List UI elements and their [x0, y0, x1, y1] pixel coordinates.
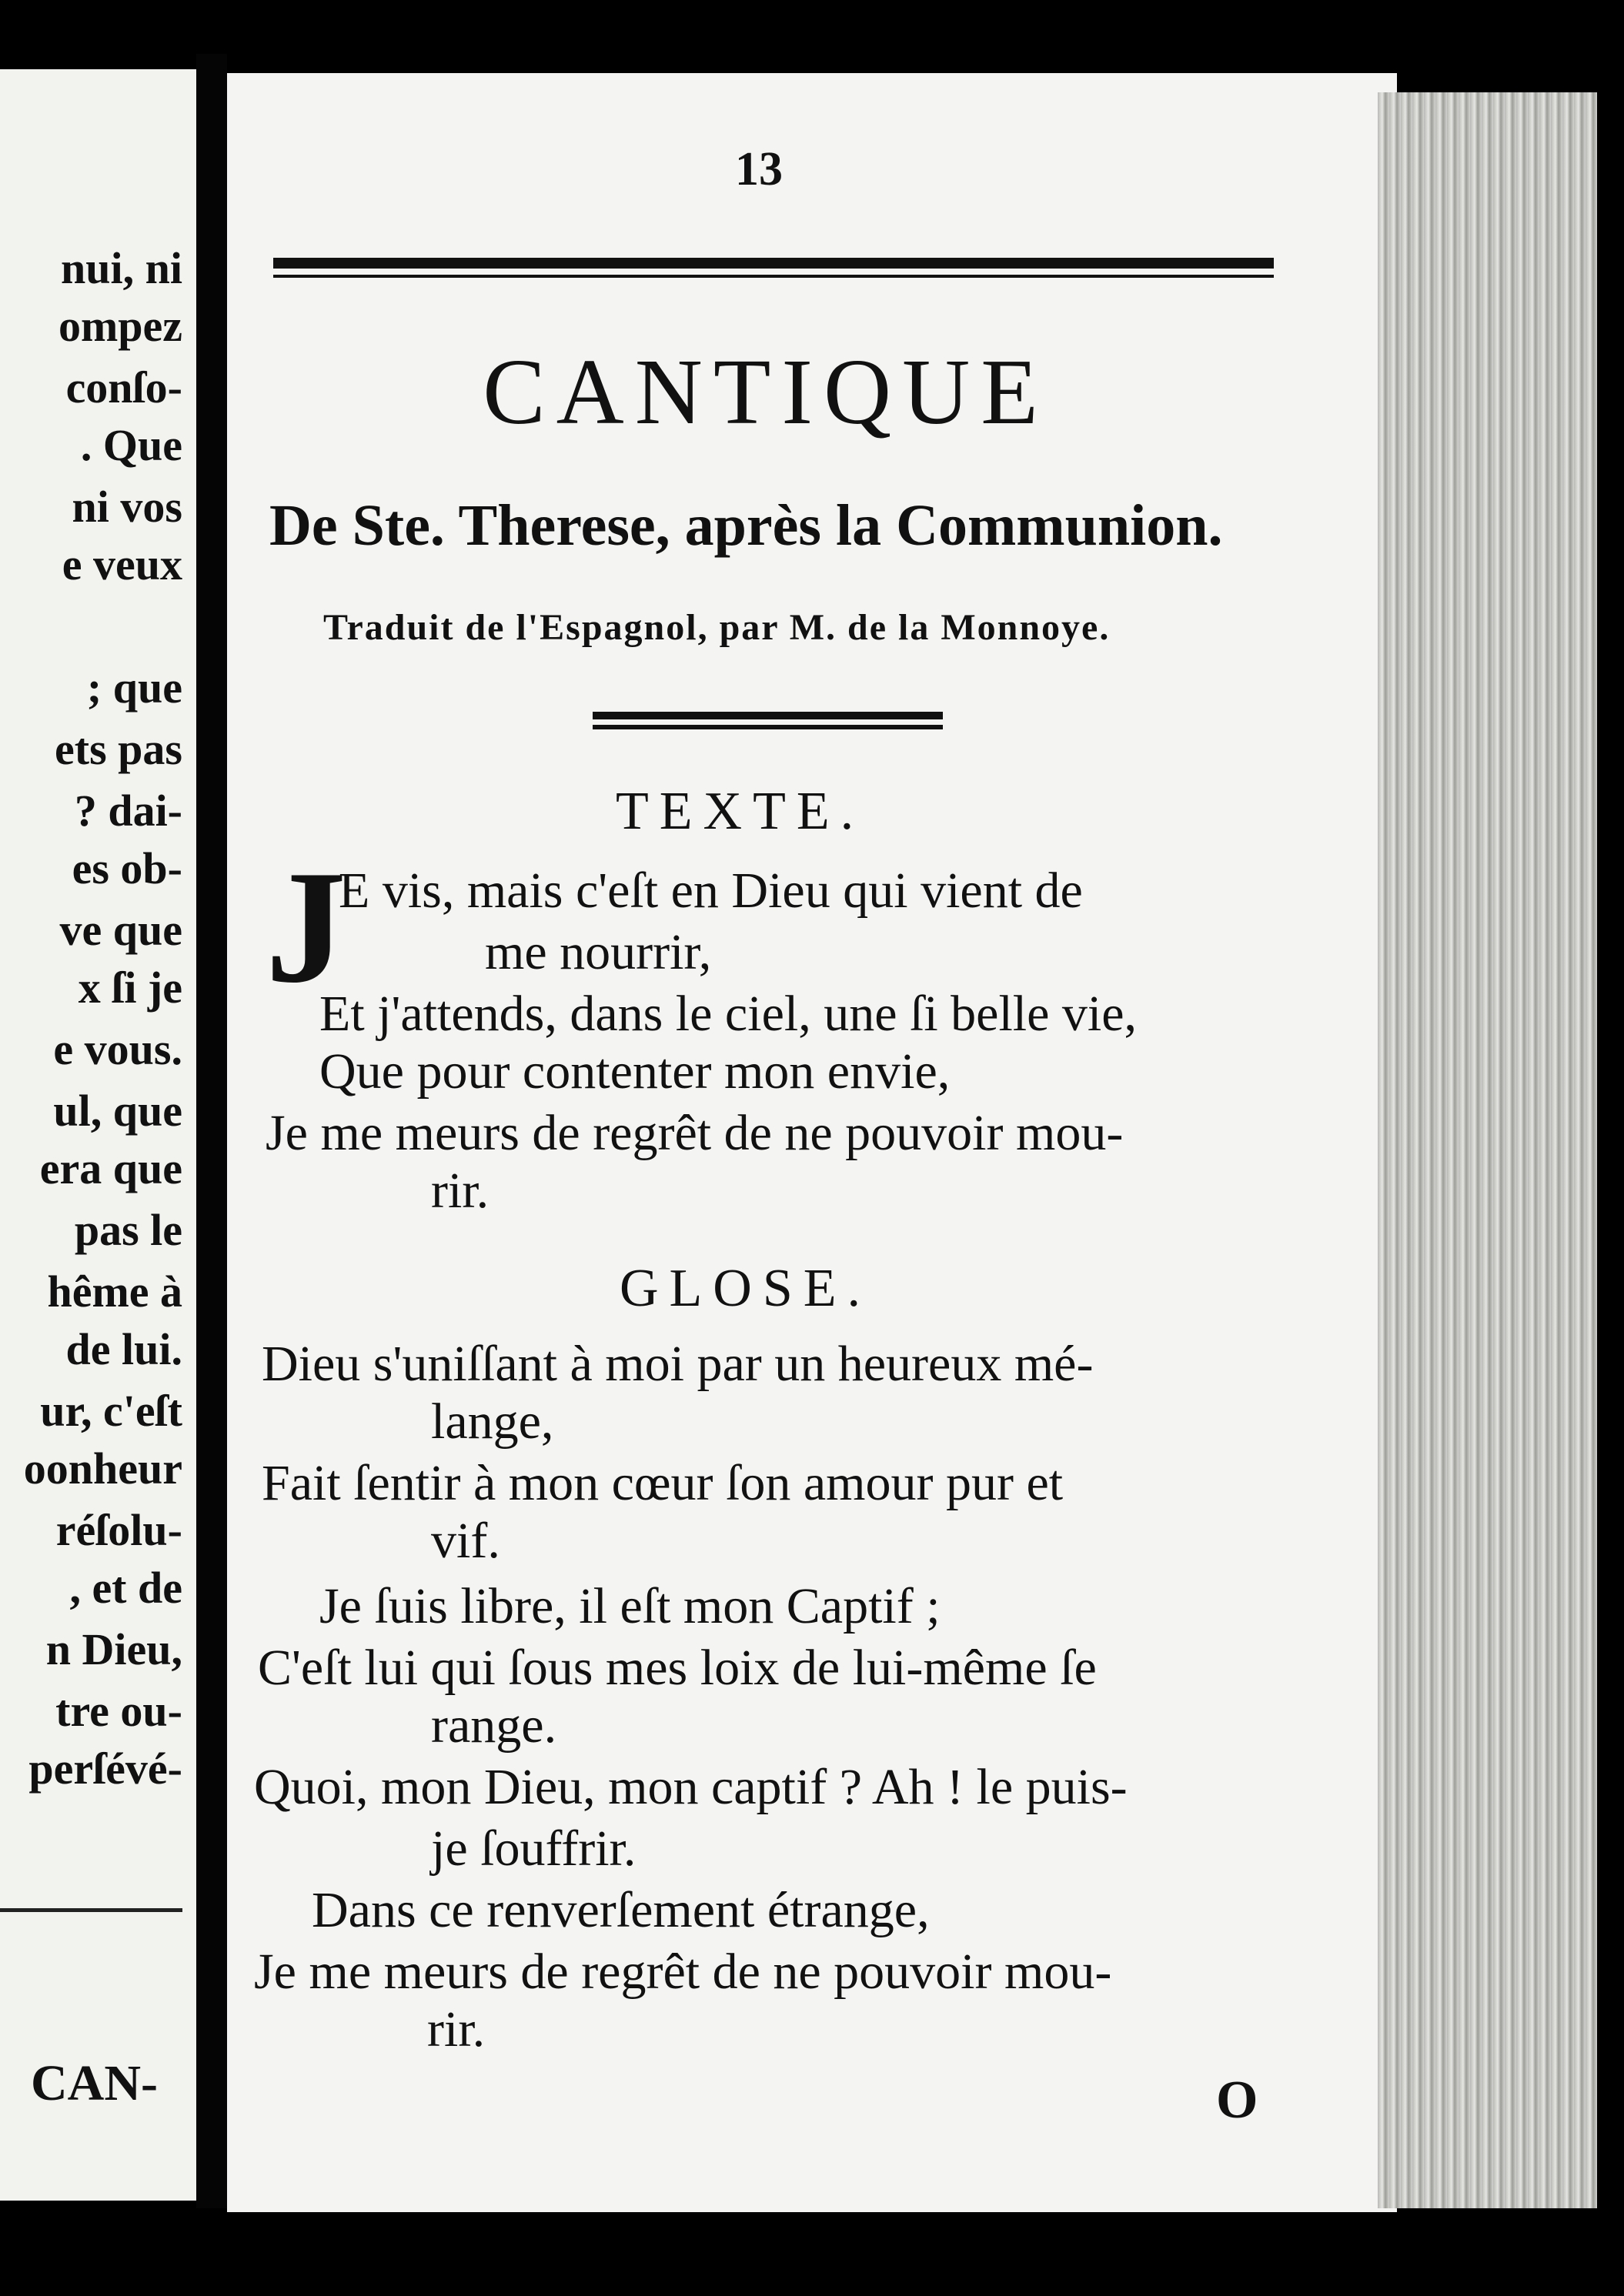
left-line: x ſi je	[78, 963, 182, 1013]
left-line: hême à	[47, 1266, 182, 1317]
verse-line: vif.	[431, 1513, 500, 1569]
left-line: ni vos	[72, 482, 182, 532]
left-line: ompez	[58, 301, 182, 351]
top-rule-thin	[273, 275, 1274, 278]
left-catchword: CAN-	[31, 2055, 158, 2111]
credit-line: Traduit de l'Espagnol, par M. de la Monnoye.	[323, 607, 1111, 648]
top-rule	[273, 258, 1274, 269]
verse-line: me nourrir,	[485, 924, 712, 980]
verse-line: C'eſt lui qui ſous mes loix de lui-même ſe	[258, 1640, 1097, 1696]
left-line: pas le	[74, 1205, 182, 1255]
verse-line: rir.	[427, 2001, 486, 2057]
verse-line: je ſouffrir.	[431, 1820, 637, 1877]
verse-line: E vis, mais c'eſt en Dieu qui vient de	[339, 863, 1083, 919]
catchword: O	[1216, 2071, 1258, 2130]
left-line: oonheur	[23, 1443, 182, 1493]
verse-line: Dans ce renverſement étrange,	[312, 1882, 930, 1938]
left-line: era que	[39, 1143, 182, 1193]
drop-cap: J	[266, 838, 346, 1016]
left-line: n Dieu,	[45, 1624, 182, 1674]
left-line: , et de	[69, 1563, 182, 1613]
verse-line: lange,	[431, 1393, 554, 1450]
verse-line: Dieu s'uniſſant à moi par un heureux mé-	[262, 1336, 1094, 1392]
verse-line: Quoi, mon Dieu, mon captif ? Ah ! le puis-	[254, 1759, 1128, 1815]
ornament-rule-thin	[593, 725, 943, 729]
left-line: de lui.	[65, 1324, 182, 1374]
left-line: es ob-	[72, 843, 182, 893]
left-line: nui, ni	[61, 243, 182, 293]
page-number: 13	[735, 143, 783, 195]
left-line: réſolu-	[55, 1505, 182, 1555]
verse-line: Et j'attends, dans le ciel, une ſi belle vie,	[319, 986, 1138, 1042]
verse-line: Que pour contenter mon envie,	[319, 1043, 951, 1100]
left-line: conſo-	[65, 362, 182, 412]
ornament-rule	[593, 712, 943, 719]
verse-line: Fait ſentir à mon cœur ſon amour pur et	[262, 1455, 1064, 1511]
left-line: ul, que	[53, 1086, 182, 1136]
left-line: e veux	[62, 539, 182, 589]
left-line: ; que	[86, 662, 182, 712]
verse-line: Je me meurs de regrêt de ne pouvoir mou-	[266, 1105, 1124, 1161]
left-line: perſévé-	[28, 1744, 182, 1794]
verse-line: Je ſuis libre, il eſt mon Captif ;	[319, 1578, 941, 1634]
verse-line: range.	[431, 1697, 557, 1754]
left-line: ? dai-	[74, 786, 182, 836]
left-line: ur, c'eſt	[40, 1386, 182, 1436]
left-line: . Que	[80, 420, 182, 470]
left-rule	[0, 1908, 182, 1912]
texte-heading: TEXTE.	[616, 782, 865, 841]
subtitle: De Ste. Therese, après la Communion.	[269, 493, 1223, 558]
title: CANTIQUE	[483, 340, 1049, 444]
left-line: ve que	[59, 905, 182, 955]
verse-line: rir.	[431, 1163, 490, 1219]
glose-heading: GLOSE.	[620, 1259, 872, 1318]
verse-line: Je me meurs de regrêt de ne pouvoir mou-	[254, 1944, 1112, 2000]
left-line: ets pas	[55, 724, 182, 774]
left-line: e vous.	[53, 1024, 182, 1074]
left-line: tre ou-	[55, 1686, 182, 1736]
